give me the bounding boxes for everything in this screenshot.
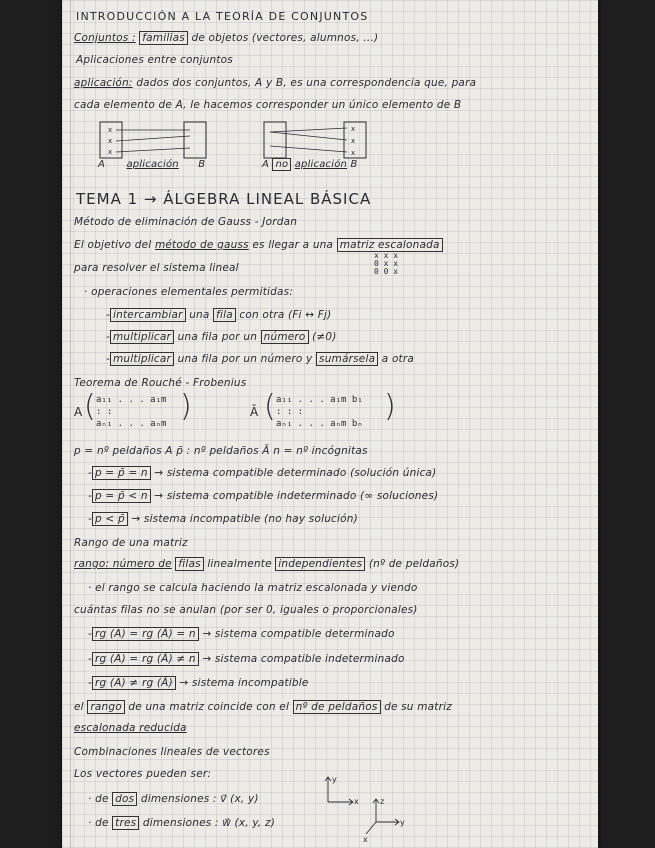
- matrix-a-left-paren: (: [84, 389, 96, 424]
- set-a-elem: x: [108, 148, 113, 156]
- rango-caso-2-box: rg (A) = rg (Ā) ≠ n: [92, 652, 199, 666]
- diagram-a-label: A: [98, 159, 106, 170]
- set-a-elem: x: [108, 137, 113, 145]
- caso-2: - p = p̄ < n → sistema compatible indeterminado (∞ soluciones): [88, 490, 439, 502]
- set-b-box: [184, 122, 206, 158]
- diagram-labels-1: [98, 159, 205, 170]
- multiplicar2-box: multiplicar: [110, 352, 174, 366]
- rango-heading: Rango de una matriz: [74, 537, 188, 549]
- aplicacion-definition: [74, 77, 476, 89]
- rango-caso-1-text: → sistema compatible determinado: [202, 628, 395, 640]
- matrix-abar: [276, 394, 363, 430]
- resolver-line: para resolver el sistema lineal: [74, 262, 239, 274]
- objetivo-line: [74, 239, 443, 251]
- calcula-line-2: cuántas filas no se anulan (por ser 0, iguales o proporcionales): [74, 604, 418, 616]
- rango-caso-3: - rg (A) ≠ rg (Ā) → sistema incompatible: [88, 677, 309, 689]
- diagram-aplicacion-label: aplicación: [126, 159, 179, 170]
- axis-x3-label: x: [363, 835, 368, 844]
- tema-heading: TEMA 1 → ÁLGEBRA LINEAL BÁSICA: [76, 190, 372, 208]
- filas-box: filas: [175, 557, 203, 571]
- tres-box: tres: [112, 816, 139, 830]
- operacion-2: - multiplicar una fila por un número (≠0): [106, 331, 337, 343]
- aplicacion-text: dados dos conjuntos, A y B, es una correspondencia que, para: [136, 77, 477, 89]
- diagram-b2-label: B: [350, 159, 358, 170]
- vectores-pueden: Los vectores pueden ser:: [74, 768, 212, 780]
- matrix-a-row: : :: [96, 407, 113, 417]
- section-title: INTRODUCCIÓN A LA TEORÍA DE CONJUNTOS: [76, 10, 369, 23]
- op3-text: una fila por un número y: [177, 353, 313, 365]
- caso-1-text: → sistema compatible determinado (solución única): [154, 467, 437, 479]
- matrix-a-right-paren: ): [180, 389, 192, 424]
- diagram-a2-label: A: [262, 159, 270, 170]
- set-b2-elem: x: [351, 149, 356, 157]
- mapping-arrow: [270, 146, 347, 152]
- matrix-a-label: A: [74, 405, 83, 419]
- diagram-b-label: B: [198, 159, 206, 170]
- axis-z-label: z: [380, 797, 385, 806]
- mapping-arrow: [116, 148, 190, 152]
- el-text-2: de una matriz coincide con el: [128, 701, 290, 713]
- axes-2d-icon: [320, 772, 360, 808]
- operacion-3: - multiplicar una fila por un número y sumársela a otra: [106, 353, 415, 365]
- matriz-escalonada-box: matriz escalonada: [337, 238, 443, 252]
- num-peldanos-box: nº de peldaños: [293, 700, 381, 714]
- rango-caso-2-text: → sistema compatible indeterminado: [202, 653, 405, 665]
- calcula-line-1: · el rango se calcula haciendo la matriz escalonada y viendo: [88, 582, 418, 594]
- dos-prefix: · de: [88, 793, 109, 805]
- axes-3d-icon: [362, 792, 408, 844]
- matrix-abar-left-paren: (: [264, 389, 276, 424]
- matrix-abar-right-paren: ): [384, 389, 396, 424]
- tres-prefix: · de: [88, 817, 109, 829]
- rango-definition: [74, 558, 459, 570]
- rango-caso-1: - rg (A) = rg (Ā) = n → sistema compatible determinado: [88, 628, 395, 640]
- set-a2-box: [264, 122, 286, 158]
- numero-box: número: [261, 330, 309, 344]
- combinaciones-heading: Combinaciones lineales de vectores: [74, 746, 270, 758]
- caso-1: - p = p̄ = n → sistema compatible determinado (solución única): [88, 467, 437, 479]
- matrix-abar-label: Ā: [250, 405, 259, 419]
- teorema-heading: Teorema de Rouché - Frobenius: [74, 377, 247, 389]
- el-rango-line: [74, 701, 452, 713]
- tres-dimensiones: [88, 817, 275, 829]
- operaciones-heading: · operaciones elementales permitidas:: [84, 286, 294, 298]
- familias-box: familias: [139, 31, 188, 45]
- op2-text: una fila por un: [177, 331, 258, 343]
- caso-2-box: p = p̄ < n: [92, 489, 151, 503]
- dos-dimensiones: [88, 793, 259, 805]
- independientes-box: independientes: [275, 557, 365, 571]
- dos-box: dos: [112, 792, 137, 806]
- metodo-heading: Método de eliminación de Gauss - Jordan: [74, 216, 298, 228]
- rango-caso-1-box: rg (A) = rg (Ā) = n: [92, 627, 199, 641]
- objetivo-text-2: es llegar a una: [252, 239, 334, 251]
- mapping-arrow: [270, 132, 347, 140]
- rango-caso-3-box: rg (A) ≠ rg (Ā): [92, 676, 176, 690]
- aplicacion-definition-cont: cada elemento de A, le hacemos corresponder un único elemento de B: [74, 99, 462, 111]
- conjuntos-term: Conjuntos :: [74, 32, 136, 44]
- op3-rest: a otra: [381, 353, 415, 365]
- op2-rest: (≠0): [312, 331, 337, 343]
- fila-box: fila: [213, 308, 236, 322]
- matrix-abar-row: : : :: [276, 407, 304, 417]
- matrix-a-row: aₙ₁ . . . aₙm: [96, 419, 167, 429]
- op1-rest: con otra (Fi ↔ Fj): [239, 309, 332, 321]
- mini-echelon-matrix: [374, 252, 398, 276]
- mini-matrix-row: 0 0 x: [374, 267, 399, 276]
- set-a-elem: x: [108, 126, 113, 134]
- tres-text: dimensiones : w⃗ (x, y, z): [142, 817, 276, 829]
- conjuntos-line: [74, 32, 378, 44]
- caso-3-text: → sistema incompatible (no hay solución): [131, 513, 358, 525]
- dos-text: dimensiones : v⃗ (x, y): [140, 793, 259, 805]
- mapping-arrow: [116, 136, 190, 141]
- op1-text: una: [189, 309, 210, 321]
- metodo-gauss-term: método de gauss: [154, 239, 249, 251]
- matrix-a-row: a₁₁ . . . a₁m: [96, 395, 167, 405]
- rango-caso-3-text: → sistema incompatible: [179, 677, 309, 689]
- matrix-a: [96, 394, 166, 430]
- axis-y-label: y: [332, 775, 337, 784]
- peldanos-line: p = nº peldaños A p̄ : nº peldaños Ā n = nº incógnitas: [74, 445, 368, 457]
- rango-rest: (nº de peldaños): [368, 558, 460, 570]
- mini-matrix-row: 0 x x: [374, 259, 399, 268]
- el-text: el: [74, 701, 84, 713]
- axis-x-label: x: [354, 797, 359, 806]
- sumarsela-box: sumársela: [316, 352, 378, 366]
- rango-term: rango: número de: [74, 558, 172, 570]
- axis-y3-label: y: [400, 818, 405, 827]
- rango-box: rango: [87, 700, 125, 714]
- caso-2-text: → sistema compatible indeterminado (∞ soluciones): [154, 490, 439, 502]
- diagram-aplicacion2-label: aplicación: [294, 159, 348, 170]
- diagram-labels-2: [262, 159, 358, 170]
- aplicacion-term: aplicación:: [74, 77, 133, 89]
- el-rest: de su matriz: [384, 701, 452, 713]
- matrix-abar-row: aₙ₁ . . . aₙm bₙ: [276, 419, 363, 429]
- operacion-1: - intercambiar una fila con otra (Fi ↔ Fj): [106, 309, 332, 321]
- objetivo-text: El objetivo del: [74, 239, 152, 251]
- matrix-abar-row: a₁₁ . . . a₁m b₁: [276, 395, 363, 405]
- set-b2-elem: x: [351, 125, 356, 133]
- escalonada-reducida: escalonada reducida: [74, 722, 187, 734]
- margin-line: [70, 0, 71, 848]
- caso-1-box: p = p̄ = n: [92, 466, 151, 480]
- notebook-page: [62, 0, 598, 848]
- set-b2-elem: x: [351, 137, 356, 145]
- multiplicar-box: multiplicar: [110, 330, 174, 344]
- mini-matrix-row: x x x: [374, 251, 399, 260]
- intercambiar-box: intercambiar: [110, 308, 186, 322]
- caso-3-box: p < p̄: [92, 512, 128, 526]
- caso-3: - p < p̄ → sistema incompatible (no hay solución): [88, 513, 358, 525]
- rango-text: linealmente: [207, 558, 272, 570]
- mapping-arrow: [270, 128, 347, 132]
- diagram-no-box: no: [272, 158, 291, 171]
- aplicaciones-heading: Aplicaciones entre conjuntos: [76, 54, 233, 66]
- rango-caso-2: - rg (A) = rg (Ā) ≠ n → sistema compatible indeterminado: [88, 653, 405, 665]
- conjuntos-rest: de objetos (vectores, alumnos, ...): [191, 32, 379, 44]
